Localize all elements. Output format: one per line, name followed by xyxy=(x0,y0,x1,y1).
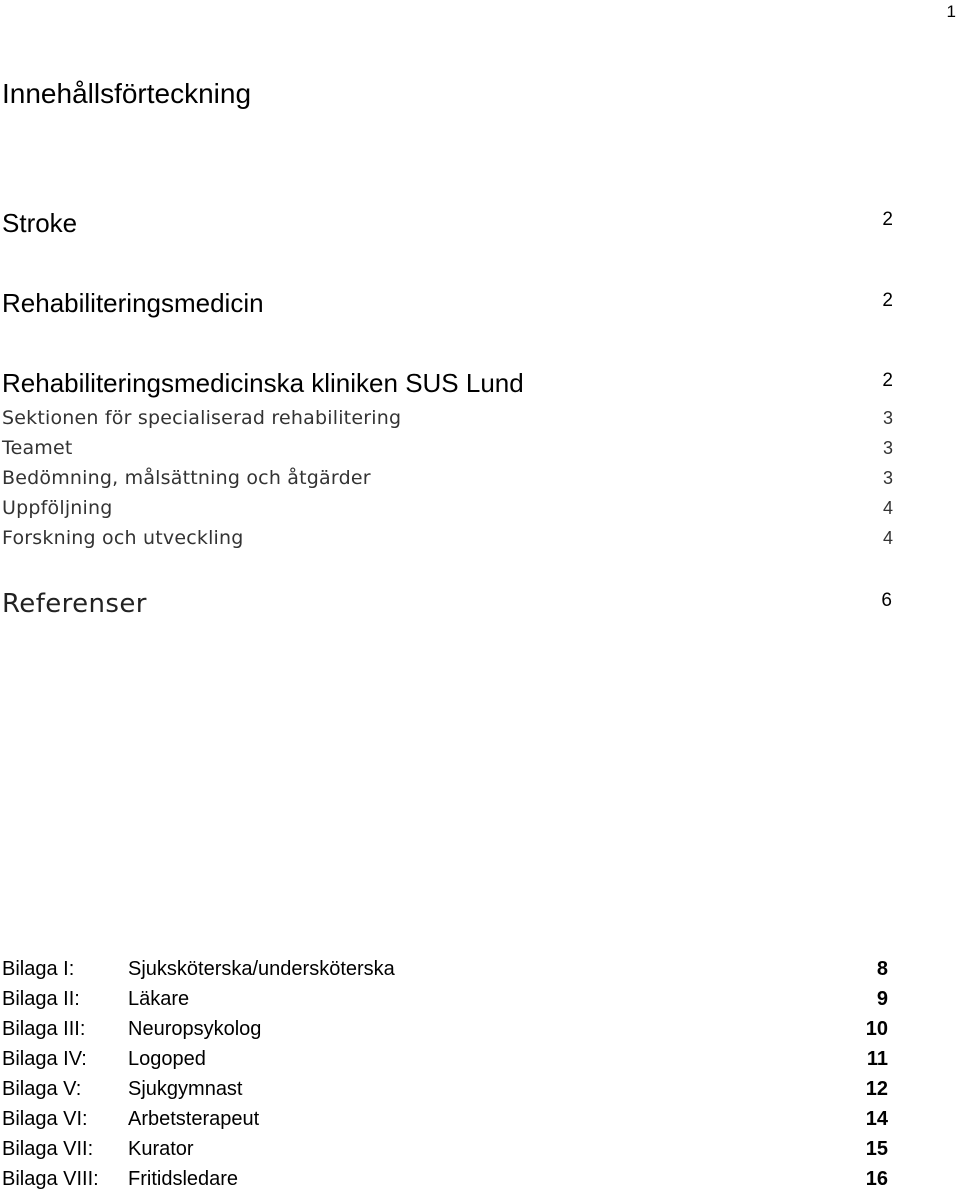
toc-subentry[interactable]: Forskning och utveckling xyxy=(2,527,244,549)
page-number: 1 xyxy=(946,2,956,21)
appendix-title[interactable]: Logoped xyxy=(128,1048,206,1070)
appendix-page: 8 xyxy=(876,958,888,980)
toc-subentry-page: 3 xyxy=(882,438,893,458)
appendix-page: 12 xyxy=(865,1078,888,1100)
appendix-title[interactable]: Läkare xyxy=(128,988,190,1010)
toc-entry-referenser[interactable]: Referenser xyxy=(2,589,147,619)
appendix-title[interactable]: Fritidsledare xyxy=(128,1168,239,1190)
toc-subentry[interactable]: Uppföljning xyxy=(2,497,113,519)
appendix-label: Bilaga VII: xyxy=(2,1138,94,1160)
appendix-title[interactable]: Sjukgymnast xyxy=(128,1078,243,1100)
appendix-label: Bilaga III: xyxy=(2,1018,86,1040)
appendix-title[interactable]: Arbetsterapeut xyxy=(128,1108,260,1130)
appendix-page: 9 xyxy=(876,988,888,1010)
toc-entry-page: 2 xyxy=(882,290,893,311)
appendix-label: Bilaga VI: xyxy=(2,1108,88,1130)
toc-entry-kliniken[interactable]: Rehabiliteringsmedicinska kliniken SUS Lund xyxy=(2,368,524,398)
appendix-title[interactable]: Neuropsykolog xyxy=(128,1018,262,1040)
appendix-page: 10 xyxy=(865,1018,888,1040)
toc-subentry-page: 3 xyxy=(882,468,893,488)
toc-subentry[interactable]: Bedömning, målsättning och åtgärder xyxy=(2,467,371,489)
appendix-title[interactable]: Sjuksköterska/undersköterska xyxy=(128,958,395,980)
toc-entry-page: 2 xyxy=(882,370,893,391)
toc-subentry-page: 4 xyxy=(882,528,893,548)
toc-title: Innehållsförteckning xyxy=(2,78,252,109)
toc-entry-stroke[interactable]: Stroke xyxy=(2,208,78,238)
toc-entry-rehabiliteringsmedicin[interactable]: Rehabiliteringsmedicin xyxy=(2,288,264,318)
appendix-title[interactable]: Kurator xyxy=(128,1138,194,1160)
appendix-page: 14 xyxy=(865,1108,888,1130)
toc-subentry-page: 3 xyxy=(882,408,893,428)
appendix-label: Bilaga IV: xyxy=(2,1048,87,1070)
appendix-page: 15 xyxy=(865,1138,888,1160)
appendix-label: Bilaga I: xyxy=(2,958,75,980)
appendix-label: Bilaga II: xyxy=(2,988,80,1010)
appendix-page: 11 xyxy=(866,1048,888,1070)
toc-entry-page: 2 xyxy=(882,209,893,230)
toc-entry-page: 6 xyxy=(881,590,892,611)
toc-subentry-page: 4 xyxy=(882,498,893,518)
toc-subentry[interactable]: Sektionen för specialiserad rehabilitering xyxy=(2,407,402,429)
appendix-label: Bilaga VIII: xyxy=(2,1168,99,1190)
appendix-page: 16 xyxy=(865,1168,888,1190)
appendix-label: Bilaga V: xyxy=(2,1078,82,1100)
toc-subentry[interactable]: Teamet xyxy=(2,437,73,459)
